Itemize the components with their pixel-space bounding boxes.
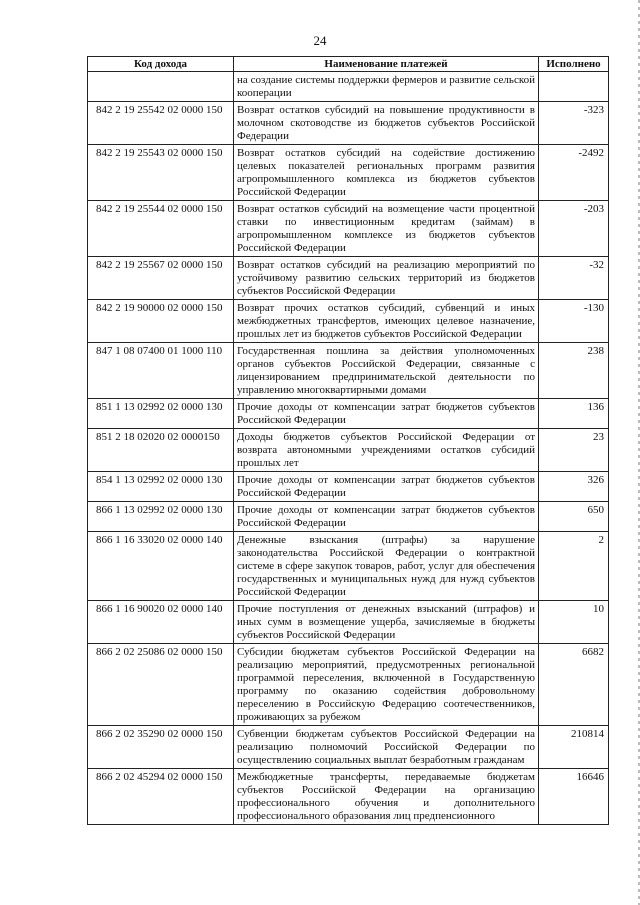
cell-name: Межбюджетные трансферты, передаваемые бюджетам субъектов Российской Федерации на организацию профессионального обучения и дополнительного профессионального образования лиц предпенсионного <box>234 769 539 825</box>
table-row <box>88 429 609 472</box>
cell-done: 650 <box>539 502 609 532</box>
table-row <box>88 102 609 145</box>
cell-code: 842 2 19 25542 02 0000 150 <box>88 102 234 145</box>
cell-code: 842 2 19 25567 02 0000 150 <box>88 257 234 300</box>
cell-done: -32 <box>539 257 609 300</box>
cell-code: 842 2 19 25544 02 0000 150 <box>88 201 234 257</box>
cell-name: Возврат прочих остатков субсидий, субвенций и иных межбюджетных трансфертов, имеющих целевое назначение, прошлых лет из бюджетов субъектов Российской Федерации <box>234 300 539 343</box>
header-code: Код дохода <box>88 57 234 72</box>
cell-code: 847 1 08 07400 01 1000 110 <box>88 343 234 399</box>
table-header-row <box>88 57 609 72</box>
table-row <box>88 532 609 601</box>
table-row <box>88 201 609 257</box>
table-row <box>88 257 609 300</box>
header-done: Исполнено <box>539 57 609 72</box>
table-row <box>88 726 609 769</box>
cell-name: Прочие доходы от компенсации затрат бюджетов субъектов Российской Федерации <box>234 399 539 429</box>
cell-name: Возврат остатков субсидий на повышение продуктивности в молочном скотоводстве из бюджетов субъектов Российской Федерации <box>234 102 539 145</box>
cell-code: 851 2 18 02020 02 0000150 <box>88 429 234 472</box>
cell-name: Субвенции бюджетам субъектов Российской Федерации на реализацию полномочий Российской Федерации по осуществлению социальных выплат безработным гражданам <box>234 726 539 769</box>
cell-name: Возврат остатков субсидий на возмещение части процентной ставки по инвестиционным кредитам (займам) в агропромышленном комплексе из бюджетов субъектов Российской Федерации <box>234 201 539 257</box>
cell-code: 854 1 13 02992 02 0000 130 <box>88 472 234 502</box>
cell-done: 136 <box>539 399 609 429</box>
table-row <box>88 343 609 399</box>
cell-name: Денежные взыскания (штрафы) за нарушение законодательства Российской Федерации о контрактной системе в сфере закупок товаров, работ, услуг для обеспечения государственных и муниципальных нужд для нужд субъектов Российской Федерации <box>234 532 539 601</box>
cell-code: 866 2 02 45294 02 0000 150 <box>88 769 234 825</box>
cell-done: 16646 <box>539 769 609 825</box>
table-body <box>88 72 609 825</box>
cell-code: 866 2 02 25086 02 0000 150 <box>88 644 234 726</box>
cell-done: 6682 <box>539 644 609 726</box>
cell-done: -130 <box>539 300 609 343</box>
cell-code: 842 2 19 25543 02 0000 150 <box>88 145 234 201</box>
cell-name: Возврат остатков субсидий на содействие достижению целевых показателей региональных программ развития агропромышленного комплекса из бюджетов субъектов Российской Федерации <box>234 145 539 201</box>
table-row <box>88 601 609 644</box>
cell-done: -203 <box>539 201 609 257</box>
table-row <box>88 644 609 726</box>
cell-code: 842 2 19 90000 02 0000 150 <box>88 300 234 343</box>
cell-name: Прочие поступления от денежных взысканий (штрафов) и иных сумм в возмещение ущерба, зачисляемые в бюджеты субъектов Российской Федерации <box>234 601 539 644</box>
cell-done: 23 <box>539 429 609 472</box>
cell-done: 326 <box>539 472 609 502</box>
cell-done: 2 <box>539 532 609 601</box>
table-row <box>88 399 609 429</box>
cell-name: на создание системы поддержки фермеров и развитие сельской кооперации <box>234 72 539 102</box>
cell-name: Государственная пошлина за действия уполномоченных органов субъектов Российской Федерации, связанные с лицензированием предпринимательской деятельности по управлению многоквартирными домами <box>234 343 539 399</box>
table-row <box>88 502 609 532</box>
revenue-table-container <box>87 56 608 825</box>
cell-done: 210814 <box>539 726 609 769</box>
cell-code: 866 1 16 33020 02 0000 140 <box>88 532 234 601</box>
cell-code: 866 2 02 35290 02 0000 150 <box>88 726 234 769</box>
page-number: 24 <box>313 33 327 48</box>
cell-code: 866 1 16 90020 02 0000 140 <box>88 601 234 644</box>
cell-code <box>88 72 234 102</box>
cell-name: Субсидии бюджетам субъектов Российской Федерации на реализацию мероприятий, предусмотренных региональной программой переселения, включенной в Государственную программу по оказанию содействия добровольному переселению в Российскую Федерацию соотечественников, проживающих за рубежом <box>234 644 539 726</box>
cell-done <box>539 72 609 102</box>
revenue-table <box>87 56 609 825</box>
table-row <box>88 145 609 201</box>
header-name: Наименование платежей <box>234 57 539 72</box>
cell-name: Доходы бюджетов субъектов Российской Федерации от возврата автономными учреждениями остатков субсидий прошлых лет <box>234 429 539 472</box>
table-row <box>88 769 609 825</box>
cell-done: 10 <box>539 601 609 644</box>
cell-name: Возврат остатков субсидий на реализацию мероприятий по устойчивому развитию сельских территорий из бюджетов субъектов Российской Федерации <box>234 257 539 300</box>
table-row <box>88 72 609 102</box>
table-row <box>88 472 609 502</box>
cell-name: Прочие доходы от компенсации затрат бюджетов субъектов Российской Федерации <box>234 472 539 502</box>
cell-name: Прочие доходы от компенсации затрат бюджетов субъектов Российской Федерации <box>234 502 539 532</box>
cell-code: 866 1 13 02992 02 0000 130 <box>88 502 234 532</box>
cell-code: 851 1 13 02992 02 0000 130 <box>88 399 234 429</box>
cell-done: 238 <box>539 343 609 399</box>
cell-done: -2492 <box>539 145 609 201</box>
table-row <box>88 300 609 343</box>
cell-done: -323 <box>539 102 609 145</box>
